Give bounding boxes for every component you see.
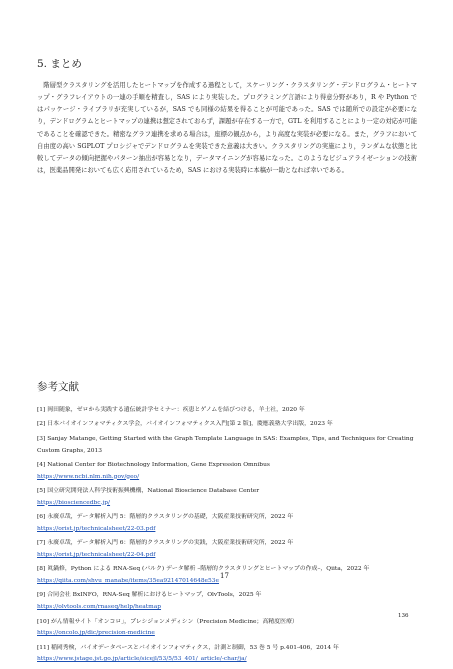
reference-item: [37, 643, 419, 666]
reference-link[interactable]: https://biosciencedbc.jp/: [37, 499, 111, 506]
reference-link[interactable]: https://orist.jp/technicalsheet/22-04.pdf: [37, 551, 156, 558]
reference-list: [37, 405, 419, 669]
summary-paragraph: 階層型クラスタリングを活用したヒートマップを作成する過程として，スケーリング・クラスタリング・デンドログラム・ヒートマップ・グラフレイアウトの一連の手順を精査し，SAS により実装した。プログラミング言語により得意分野があり，R や Python ではパッケージ・ライブラリが充実しているが，SAS でも同様の結果を得ることが可能であった。SAS では随所での設定が必要になり，デンドログラムとヒートマップの連携は想定されておらず，課題が存在する一方で，GTL を利用することにより一定の対応が可能であることを確認できた。精密なグラフ連携を求める場合は，座標の観点から，より高度な実装が必要になる。また，グラフにおいて自由度の高い SGPLOT プロシジャでデンドログラムを実装できた意義は大きい。クラスタリングの実施により，ランダムな状態と比較してデータの傾向把握やパターン抽出が容易となり，データマイニングが容易になった。このようなビジュアライゼーションの技術は，医薬品開発においても広く応用されているため，SAS における実装時に本稿が一助となれば幸いである。: [37, 82, 417, 175]
reference-link[interactable]: https://qiita.com/shvu_manabe/items/35ea92147014648e53e: [37, 577, 220, 584]
reference-text: [5] 国立研究開発法人科学技術振興機構，National Bioscience Database Center: [37, 488, 260, 495]
reference-link[interactable]: https://oncolo.jp/dic/precision-medicine: [37, 630, 155, 637]
section-heading: 5. まとめ: [37, 58, 82, 70]
reference-item: [37, 419, 419, 431]
reference-text: [1] 岡田随象，ゼロから実践する遺伝統計学セミナー：疾患とゲノムを結びつける，羊土社，2020 年: [37, 407, 305, 413]
reference-link[interactable]: https://olvtools.com/rnaseq/help/heatmap: [37, 604, 162, 611]
reference-link[interactable]: https://www.ncbi.nlm.nih.gov/geo/: [37, 473, 140, 480]
reference-text: [9] 合同会社 BxINFO，RNA-Seq 解析におけるヒートマップ，OlvTools，2025 年: [37, 592, 262, 599]
reference-item: [37, 538, 419, 561]
page-number: 17: [220, 572, 229, 580]
reference-item: [37, 434, 419, 457]
reference-item: [37, 486, 419, 509]
reference-link[interactable]: https://orist.jp/technicalsheet/22-03.pdf: [37, 525, 156, 532]
reference-link[interactable]: https://www.jstage.jst.go.jp/article/sicejl/53/5/53_401/_article/-char/ja/: [37, 656, 247, 663]
reference-item: [37, 617, 419, 640]
reference-text: [2] 日本バイオインフォマティクス学会，バイオインフォマティクス入門[第 2 版]，慶應義塾大学出版，2023 年: [37, 421, 333, 428]
reference-text: [11] 稲岡秀検，バイオデータベースとバイオインフォマティクス，計測と制御，53 巻 5 号 p.401-406，2014 年: [37, 644, 339, 651]
reference-text: [10] がん情報サイト「オンコロ」，プレシジョンメディシン（Precision Medicine；高精度医療）: [37, 618, 298, 625]
reference-text: [6] 永廣卓哉，データ解析入門 5：階層的クラスタリングの基礎，大阪産業技術研究所，2022 年: [37, 514, 294, 521]
corner-page-number: 136: [398, 613, 409, 619]
reference-text: [3] Sanjay Matange, Getting Started with the Graph Template Language in SAS: Examples, Tips, and Techniques for Creating Custom Graphs, 2013: [37, 435, 414, 454]
reference-text: [7] 永廣卓哉，データ解析入門 6：階層的クラスタリングの実践，大阪産業技術研究所，2022 年: [37, 540, 294, 547]
reference-item: [37, 590, 419, 613]
reference-item: [37, 460, 419, 483]
reference-text: [8] 眞鍋修，Python による RNA-Seq (バルク) データ解析 –階層的クラスタリングとヒートマップの作成–，Qiita，2022 年: [37, 566, 370, 573]
references-heading: 参考文献: [37, 381, 79, 393]
reference-item: [37, 405, 419, 417]
reference-text: [4] National Center for Biotechnology Information, Gene Expression Omnibus: [37, 462, 270, 469]
reference-item: [37, 512, 419, 535]
